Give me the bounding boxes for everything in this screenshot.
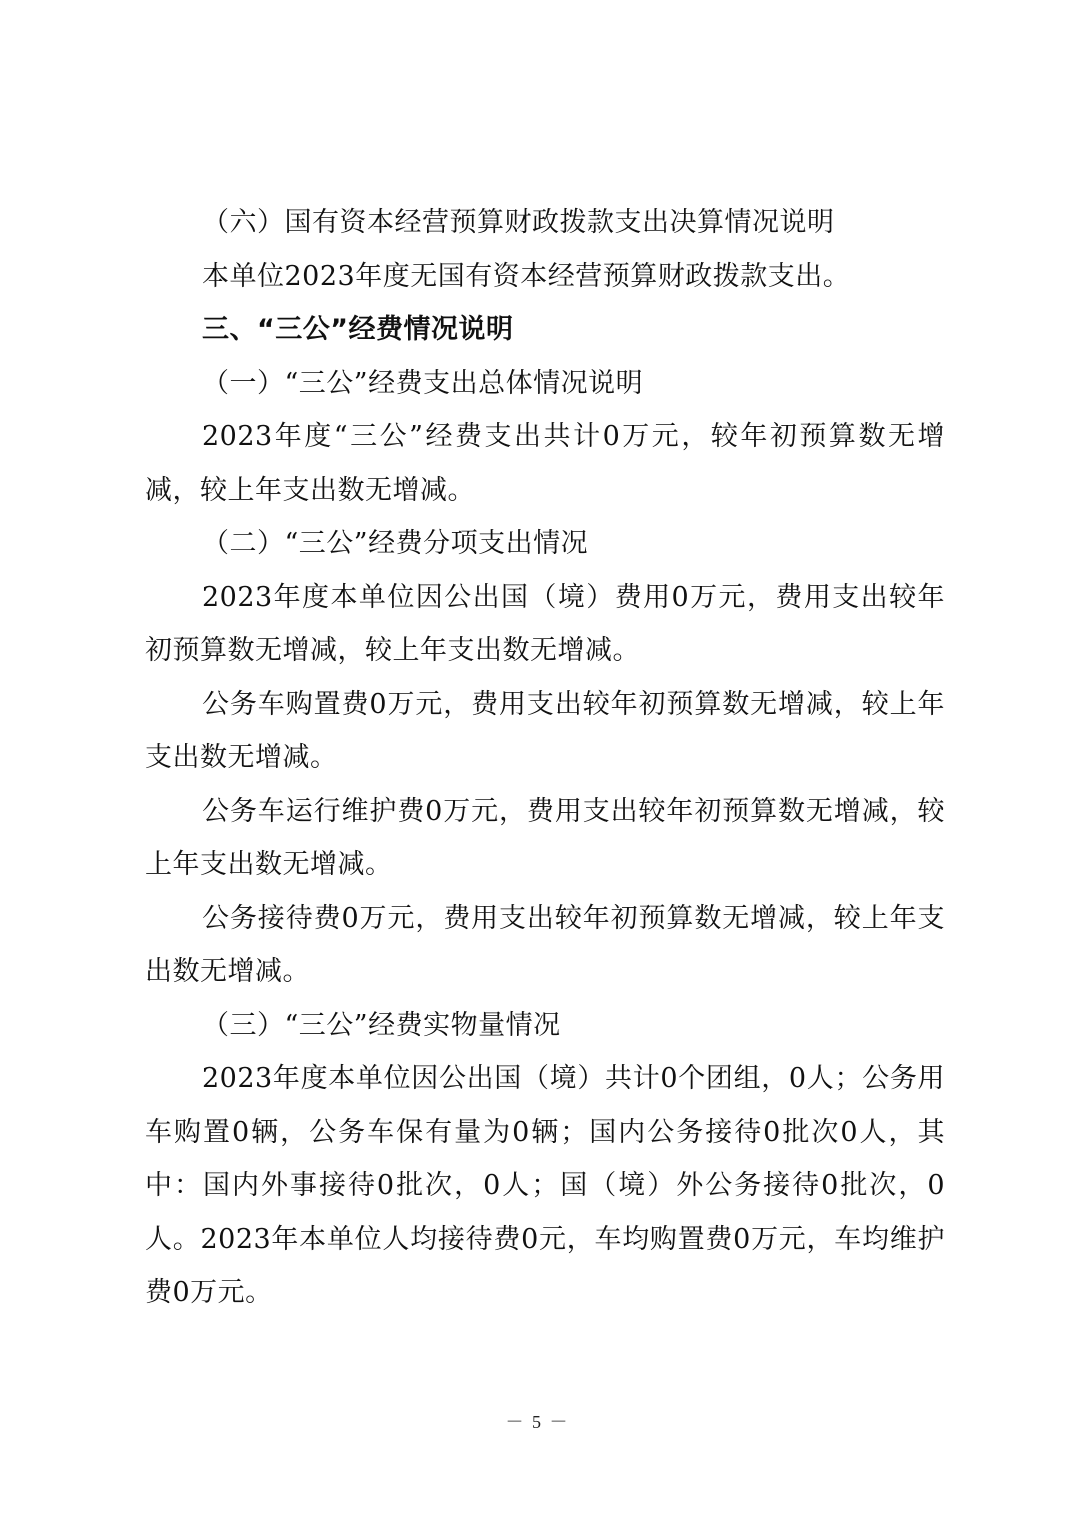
heading-state-capital-budget: （六）国有资本经营预算财政拨款支出决算情况说明 bbox=[202, 207, 835, 238]
heading-itemized-expenses: （二）“三公”经费分项支出情况 bbox=[202, 528, 589, 559]
paragraph-vehicle-purchase: 公务车购置费0万元，费用支出较年初预算数无增减，较上年支出数无增减。 bbox=[145, 688, 945, 773]
heading-overall-expenses: （一）“三公”经费支出总体情况说明 bbox=[202, 367, 644, 399]
section-heading-three-public-expenses: 三、“三公”经费情况说明 bbox=[202, 314, 514, 345]
paragraph-official-reception: 公务接待费0万元，费用支出较年初预算数无增减，较上年支出数无增减。 bbox=[145, 902, 945, 987]
paragraph-overall-expenses: 2023年度“三公”经费支出共计0万元，较年初预算数无增减，较上年支出数无增减。 bbox=[145, 421, 945, 506]
page-number: － 5 － bbox=[505, 1412, 570, 1432]
paragraph-vehicle-maintenance: 公务车运行维护费0万元，费用支出较年初预算数无增减，较上年支出数无增减。 bbox=[145, 795, 945, 880]
paragraph-overseas-travel: 2023年度本单位因公出国（境）费用0万元，费用支出较年初预算数无增减，较上年支出数无增减。 bbox=[145, 581, 945, 666]
paragraph-physical-quantity: 2023年度本单位因公出国（境）共计0个团组，0人；公务用车购置0辆，公务车保有量为0辆；国内公务接待0批次0人，其中：国内外事接待0批次，0人；国（境）外公务接待0批次，0人。2023年本单位人均接待费0元，车均购置费0万元，车均维护费0万元。 bbox=[145, 1063, 945, 1308]
paragraph-state-capital-none: 本单位2023年度无国有资本经营预算财政拨款支出。 bbox=[202, 260, 851, 292]
document-body bbox=[145, 196, 945, 1320]
heading-physical-quantity: （三）“三公”经费实物量情况 bbox=[202, 1009, 561, 1041]
